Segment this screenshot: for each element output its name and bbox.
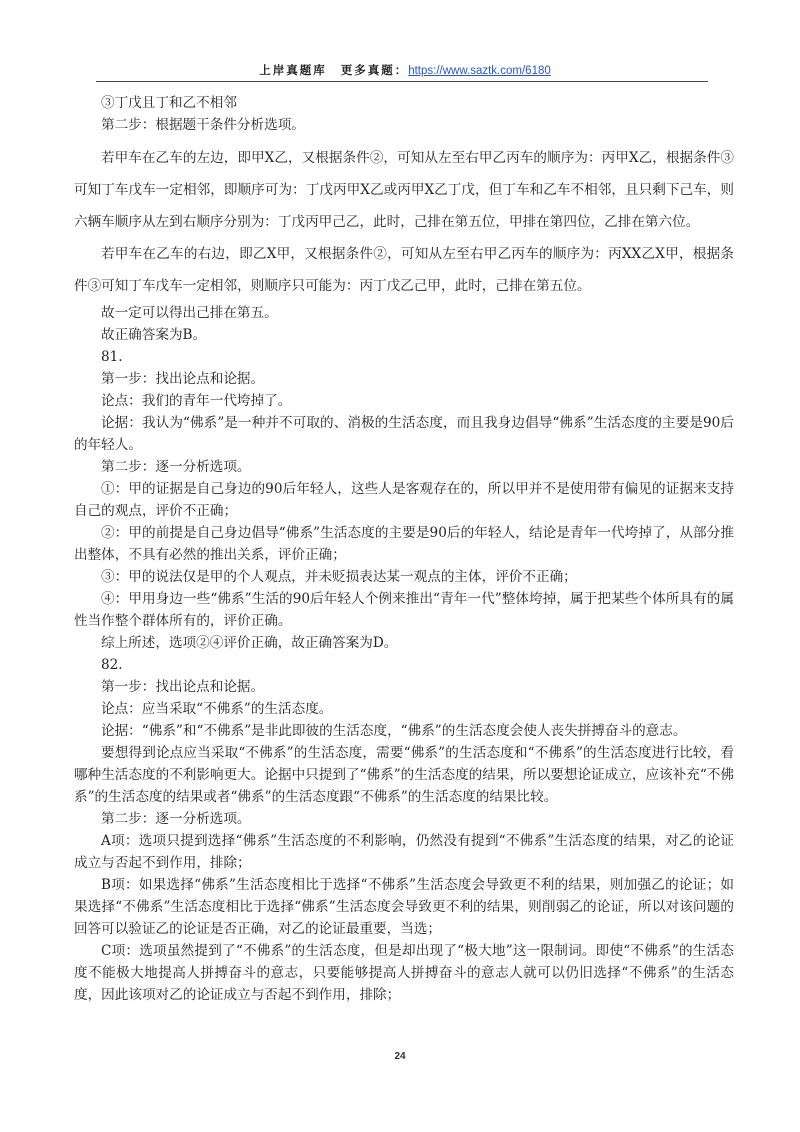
paragraph: 第一步：找出论点和论据。	[101, 679, 265, 695]
paragraph: 故正确答案为B。	[101, 327, 207, 343]
document-body	[74, 92, 734, 1006]
page-number: 24	[394, 1051, 406, 1062]
paragraph: 论据：我认为“佛系”是一种并不可取的、消极的生活态度，而且我身边倡导“佛系”生活态度的主要是90后的年轻人。	[74, 415, 734, 453]
paragraph: ①：甲的证据是自己身边的90后年轻人，这些人是客观存在的，所以甲并不是使用带有偏见的证据来支持自己的观点，评价不正确；	[74, 481, 734, 519]
paragraph: 第一步：找出论点和论据。	[101, 371, 265, 387]
paragraph: 81.	[101, 349, 123, 365]
page-header	[110, 62, 700, 78]
paragraph: ②：甲的前提是自己身边倡导“佛系”生活态度的主要是90后的年轻人，结论是青年一代垮掉了，从部分推出整体，不具有必然的推出关系，评价正确；	[74, 525, 734, 563]
paragraph: 第二步：逐一分析选项。	[101, 811, 251, 827]
paragraph: 论点：我们的青年一代垮掉了。	[101, 393, 292, 409]
paragraph: C项：选项虽然提到了“不佛系”的生活态度，但是却出现了“极大地”这一限制词。即使“不佛系”的生活态度不能极大地提高人拼搏奋斗的意志，只要能够提高人拼搏奋斗的意志人就可以仍旧选择“不佛系”的生活态度，因此该项对乙的论证成立与否起不到作用，排除；	[74, 943, 734, 1003]
paragraph: 综上所述，选项②④评价正确，故正确答案为D。	[101, 635, 398, 651]
paragraph: ③：甲的说法仅是甲的个人观点，并未贬损表达某一观点的主体，评价不正确；	[101, 569, 577, 585]
paragraph: 82.	[101, 657, 123, 673]
paragraph: 若甲车在乙车的右边，即乙X甲，又根据条件②，可知从左至右甲乙丙车的顺序为：丙XX乙X甲，根据条件③可知丁车戊车一定相邻，则顺序只可能为：丙丁戊乙己甲，此时，己排在第五位。	[74, 246, 734, 294]
paragraph: 故一定可以得出己排在第五。	[101, 305, 278, 321]
paragraph: 论点：应当采取“不佛系”的生活态度。	[101, 701, 333, 717]
header-divider	[96, 81, 708, 82]
paragraph: 第二步：逐一分析选项。	[101, 459, 251, 475]
paragraph: 第二步：根据题干条件分析选项。	[101, 117, 305, 133]
header-brand: 上岸真题库	[259, 63, 327, 77]
paragraph: 论据：“佛系”和“不佛系”是非此即彼的生活态度，“佛系”的生活态度会使人丧失拼搏奋斗的意志。	[101, 723, 687, 739]
paragraph: B项：如果选择“佛系”生活态度相比于选择“不佛系”生活态度会导致更不利的结果，则加强乙的论证；如果选择“不佛系”生活态度相比于选择“佛系”生活态度会导致更不利的结果，则削弱乙的论证，所以对该问题的回答可以验证乙的论证是否正确，对乙的论证最重要，当选；	[74, 877, 734, 937]
paragraph: 要想得到论点应当采取“不佛系”的生活态度，需要“佛系”的生活态度和“不佛系”的生活态度进行比较，看哪种生活态度的不利影响更大。论据中只提到了“佛系”的生活态度的结果，所以要想论证成立，应该补充“不佛系”的生活态度的结果或者“佛系”的生活态度跟“不佛系”的生活态度的结果比较。	[74, 745, 734, 805]
paragraph: ③丁戊且丁和乙不相邻	[101, 95, 237, 111]
header-more-label: 更多真题：	[340, 63, 409, 77]
paragraph: A项：选项只提到选择“佛系”生活态度的不利影响，仍然没有提到“不佛系”生活态度的结果，对乙的论证成立与否起不到作用，排除；	[74, 833, 734, 871]
paragraph: ④：甲用身边一些“佛系”生活的90后年轻人个例来推出“青年一代”整体垮掉，属于把某些个体所具有的属性当作整个群体所有的，评价正确。	[74, 591, 734, 629]
paragraph: 若甲车在乙车的左边，即甲X乙，又根据条件②，可知从左至右甲乙丙车的顺序为：丙甲X乙，根据条件③可知丁车戊车一定相邻，即顺序可为：丁戊丙甲X乙或丙甲X乙丁戊，但丁车和乙车不相邻，且只剩下己车，则六辆车顺序从左到右顺序分别为：丁戊丙甲己乙，此时，己排在第五位，甲排在第四位，乙排在第六位。	[74, 150, 734, 230]
header-url-link[interactable]: https://www.saztk.com/6180	[408, 65, 551, 77]
